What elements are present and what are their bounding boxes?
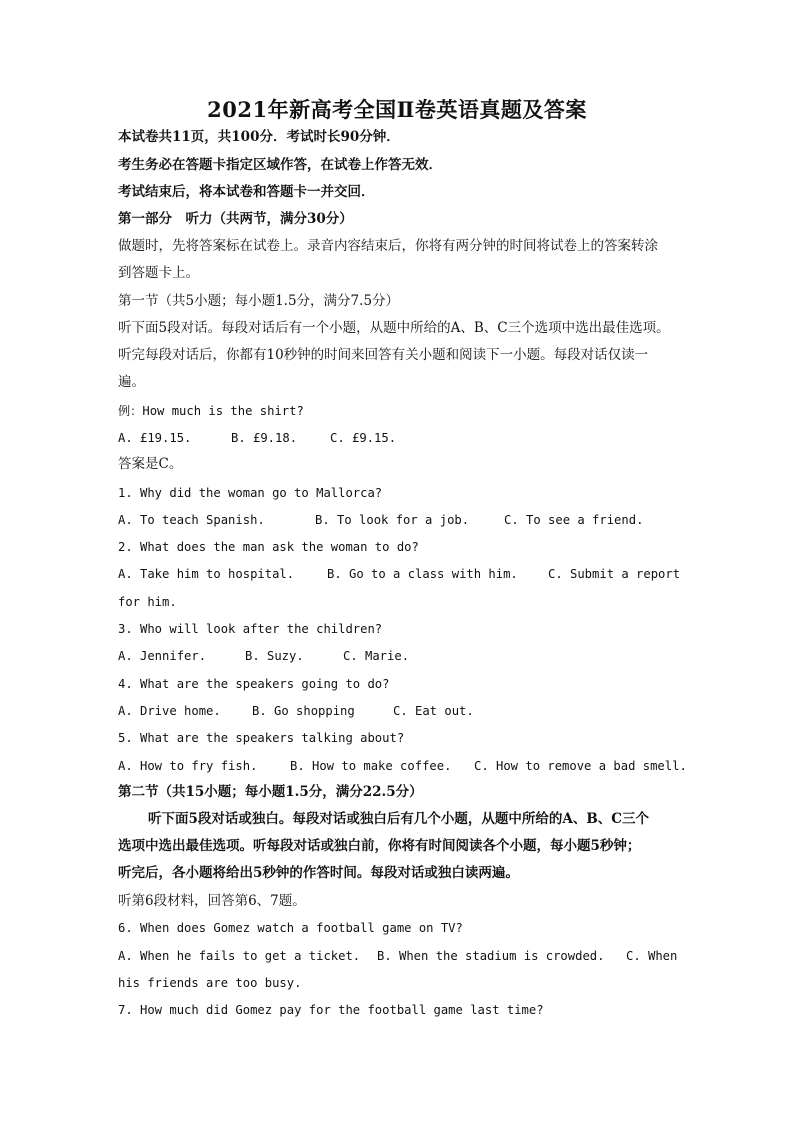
q6-option-a: A. When he fails to get a ticket. [118, 949, 361, 963]
section1-intro: 听下面5段对话。每段对话后有一个小题，从题中所给的A、B、C三个选项中选出最佳选项。 [118, 320, 670, 336]
q5-option-c: C. How to remove a bad smell. [474, 759, 687, 773]
q2-option-a: A. Take him to hospital. [118, 567, 295, 581]
q4-option-a: A. Drive home. [118, 704, 221, 718]
q6-option-c: C. When [626, 949, 678, 963]
exam-note-3: 考试结束后，将本试卷和答题卡一并交回． [118, 184, 375, 200]
question-2: 2. What does the man ask the woman to do? [118, 540, 419, 554]
exam-note-2: 考生务必在答题卡指定区域作答，在试卷上作答无效． [118, 157, 442, 173]
section2-intro-cont: 选项中选出最佳选项。听每段对话或独白前，你将有时间阅读各个小题，每小题5秒钟； [118, 838, 641, 854]
q5-option-a: A. How to fry fish. [118, 759, 258, 773]
example-answer: 答案是C。 [118, 456, 183, 472]
q4-option-b: B. Go shopping [252, 704, 355, 718]
q1-option-b: B. To look for a job. [315, 513, 470, 527]
part1-intro: 做题时，先将答案标在试卷上。录音内容结束后，你将有两分钟的时间将试卷上的答案转涂 [118, 238, 658, 254]
example-option-a: A. £19.15. [118, 431, 192, 445]
question-3: 3. Who will look after the children? [118, 622, 383, 636]
example-option-c: C. £9.15. [330, 431, 397, 445]
q6-option-b: B. When the stadium is crowded. [377, 949, 605, 963]
q4-option-c: C. Eat out. [393, 704, 474, 718]
q1-option-c: C. To see a friend. [504, 513, 644, 527]
question-1: 1. Why did the woman go to Mallorca? [118, 486, 383, 500]
q5-option-b: B. How to make coffee. [290, 759, 452, 773]
q2-option-c-cont: for him. [118, 595, 177, 609]
material-6-instruction: 听第6段材料，回答第6、7题。 [118, 893, 306, 909]
section1-intro-cont: 听完每段对话后，你都有10秒钟的时间来回答有关小题和阅读下一小题。每段对话仅读一 [118, 347, 649, 363]
part1-heading: 第一部分 听力（共两节，满分30分） [118, 211, 353, 227]
question-7: 7. How much did Gomez pay for the football game last time? [118, 1003, 544, 1017]
section1-heading: 第一节（共5小题；每小题1.5分，满分7.5分） [118, 293, 400, 309]
example-option-b: B. £9.18. [231, 431, 298, 445]
q3-option-c: C. Marie. [343, 649, 410, 663]
q3-option-a: A. Jennifer. [118, 649, 207, 663]
q2-option-c: C. Submit a report [548, 567, 681, 581]
q6-option-c-cont: his friends are too busy. [118, 976, 302, 990]
exam-note-1: 本试卷共11页，共100分．考试时长90分钟． [118, 129, 400, 145]
section2-intro: 听下面5段对话或独白。每段对话或独白后有几个小题，从题中所给的A、B、C三个 [148, 811, 650, 827]
section2-heading: 第二节（共15小题；每小题1.5分，满分22.5分） [118, 784, 423, 800]
q1-option-a: A. To teach Spanish. [118, 513, 265, 527]
question-5: 5. What are the speakers talking about? [118, 731, 405, 745]
page-title: 2021年新高考全国Ⅱ卷英语真题及答案 [207, 97, 587, 122]
section1-intro-end: 遍。 [118, 374, 145, 390]
q2-option-b: B. Go to a class with him. [327, 567, 518, 581]
q3-option-b: B. Suzy. [245, 649, 304, 663]
example-question: 例：How much is the shirt? [118, 404, 304, 418]
section2-intro-end: 听完后，各小题将给出5秒钟的作答时间。每段对话或独白读两遍。 [118, 865, 519, 881]
question-4: 4. What are the speakers going to do? [118, 677, 390, 691]
question-6: 6. When does Gomez watch a football game on TV? [118, 921, 463, 935]
part1-intro-cont: 到答题卡上。 [118, 265, 199, 281]
